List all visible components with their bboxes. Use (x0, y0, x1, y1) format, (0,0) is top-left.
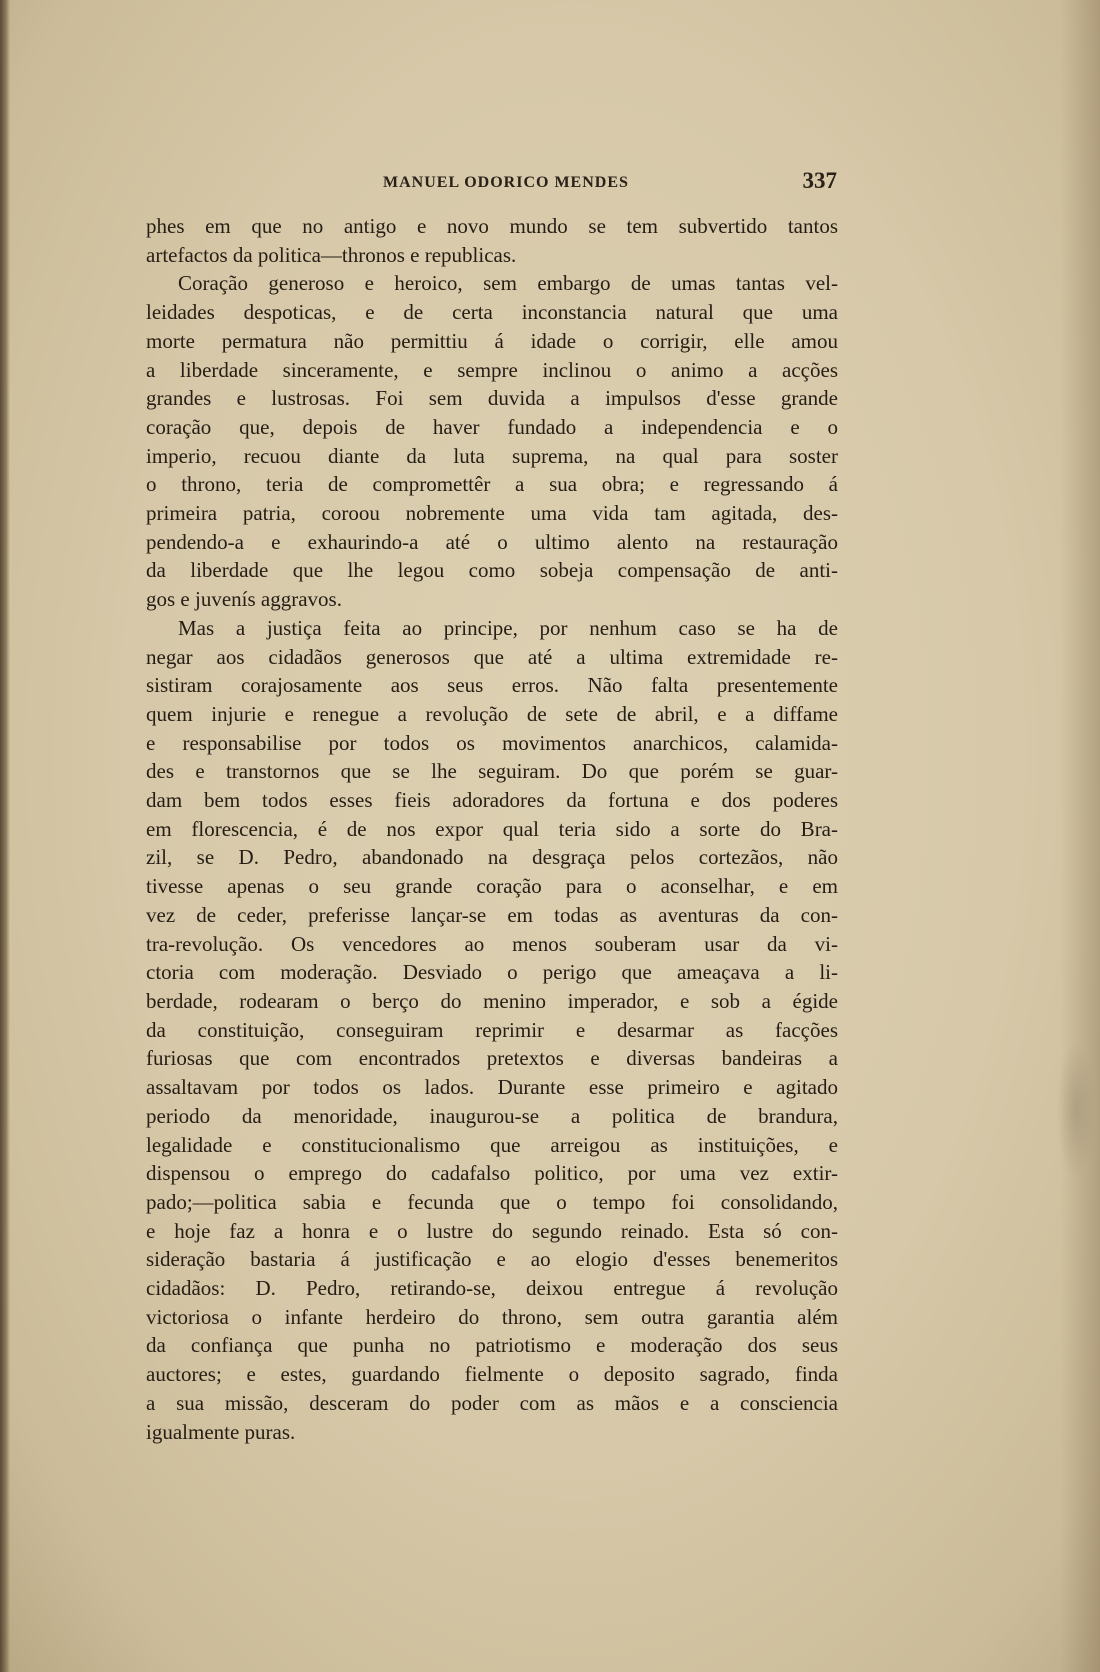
text-line: phes em que no antigo e novo mundo se tem subvertido tantos (146, 214, 838, 238)
page-number: 337 (802, 168, 837, 193)
text-line: tivesse apenas o seu grande coração para o aconselhar, e em (146, 874, 838, 899)
text-line: e hoje faz a honra e o lustre do segundo reinado. Esta só con- (146, 1218, 838, 1243)
text-line: auctores; e estes, guardando fielmente o deposito sagrado, finda (146, 1362, 838, 1387)
text-line: periodo da menoridade, inaugurou-se a politica de brandura, (146, 1103, 838, 1128)
text-line: pendendo-a e exhaurindo-a até o ultimo alento na restauração (146, 529, 838, 554)
text-line: vez de ceder, preferisse lançar-se em todas as aventuras da con- (146, 902, 838, 927)
text-line: da liberdade que lhe legou como sobeja compensação de anti- (146, 558, 838, 583)
text-line: legalidade e constitucionalismo que arreigou as instituições, e (146, 1132, 838, 1157)
text-line: sistiram corajosamente aos seus erros. Não falta presentemente (146, 673, 838, 698)
body-text (146, 212, 838, 1446)
text-line: ctoria com moderação. Desviado o perigo que ameaçava a li- (146, 960, 838, 985)
page-left-edge (0, 0, 10, 1672)
text-line: em florescencia, é de nos expor qual teria sido a sorte do Bra- (146, 816, 838, 841)
text-line: coração que, depois de haver fundado a independencia e o (146, 414, 838, 439)
text-line: quem injurie e renegue a revolução de sete de abril, e a diffame (146, 701, 838, 726)
text-line: assaltavam por todos os lados. Durante esse primeiro e agitado (146, 1075, 838, 1100)
text-line: tra-revolução. Os vencedores ao menos souberam usar da vi- (146, 931, 838, 956)
text-line: berdade, rodearam o berço do menino imperador, e sob a égide (146, 988, 838, 1013)
running-head-title: MANUEL ODORICO MENDES (383, 174, 629, 191)
text-line: dam bem todos esses fieis adoradores da fortuna e dos poderes (146, 788, 838, 813)
text-line: e responsabilise por todos os movimentos anarchicos, calamida- (146, 730, 838, 755)
text-line: a liberdade sinceramente, e sempre inclinou o animo a acções (146, 357, 838, 382)
text-line: pado;—politica sabia e fecunda que o tempo foi consolidando, (146, 1189, 838, 1214)
text-line: grandes e lustrosas. Foi sem duvida a impulsos d'esse grande (146, 386, 838, 411)
paragraph-first-line: Coração generoso e heroico, sem embargo de umas tantas vel- (178, 271, 838, 296)
text-line: dispensou o emprego do cadafalso politico, por uma vez extir- (146, 1161, 838, 1186)
running-head (155, 168, 837, 198)
text-line: o throno, teria de compromettêr a sua obra; e regressando á (146, 472, 838, 497)
text-line: leidades despoticas, e de certa inconstancia natural que uma (146, 300, 838, 325)
text-line: a sua missão, desceram do poder com as mãos e a consciencia (146, 1390, 838, 1415)
paper-stain (1056, 1040, 1096, 1180)
text-line: cidadãos: D. Pedro, retirando-se, deixou entregue á revolução (146, 1276, 838, 1301)
text-line: da confiança que punha no patriotismo e moderação dos seus (146, 1333, 838, 1358)
text-line: morte permatura não permittiu á idade o corrigir, elle amou (146, 328, 838, 353)
text-line: furiosas que com encontrados pretextos e diversas bandeiras a (146, 1046, 838, 1071)
text-line: zil, se D. Pedro, abandonado na desgraça pelos cortezãos, não (146, 845, 838, 870)
text-line: victoriosa o infante herdeiro do throno, sem outra garantia além (146, 1304, 838, 1329)
text-line: da constituição, conseguiram reprimir e desarmar as facções (146, 1017, 838, 1042)
text-line: gos e juvenís aggravos. (146, 587, 342, 612)
text-line: sideração bastaria á justificação e ao elogio d'esses benemeritos (146, 1247, 838, 1272)
paragraph-first-line: Mas a justiça feita ao principe, por nenhum caso se ha de (178, 615, 838, 640)
text-line: primeira patria, coroou nobremente uma vida tam agitada, des- (146, 501, 838, 526)
text-line: igualmente puras. (146, 1419, 296, 1444)
page-right-shadow (1060, 0, 1100, 1672)
text-line: des e transtornos que se lhe seguiram. Do que porém se guar- (146, 759, 838, 784)
text-line: negar aos cidadãos generosos que até a ultima extremidade re- (146, 644, 838, 669)
text-line: imperio, recuou diante da luta suprema, na qual para soster (146, 443, 838, 468)
text-line: artefactos da politica—thronos e republicas. (146, 242, 517, 267)
